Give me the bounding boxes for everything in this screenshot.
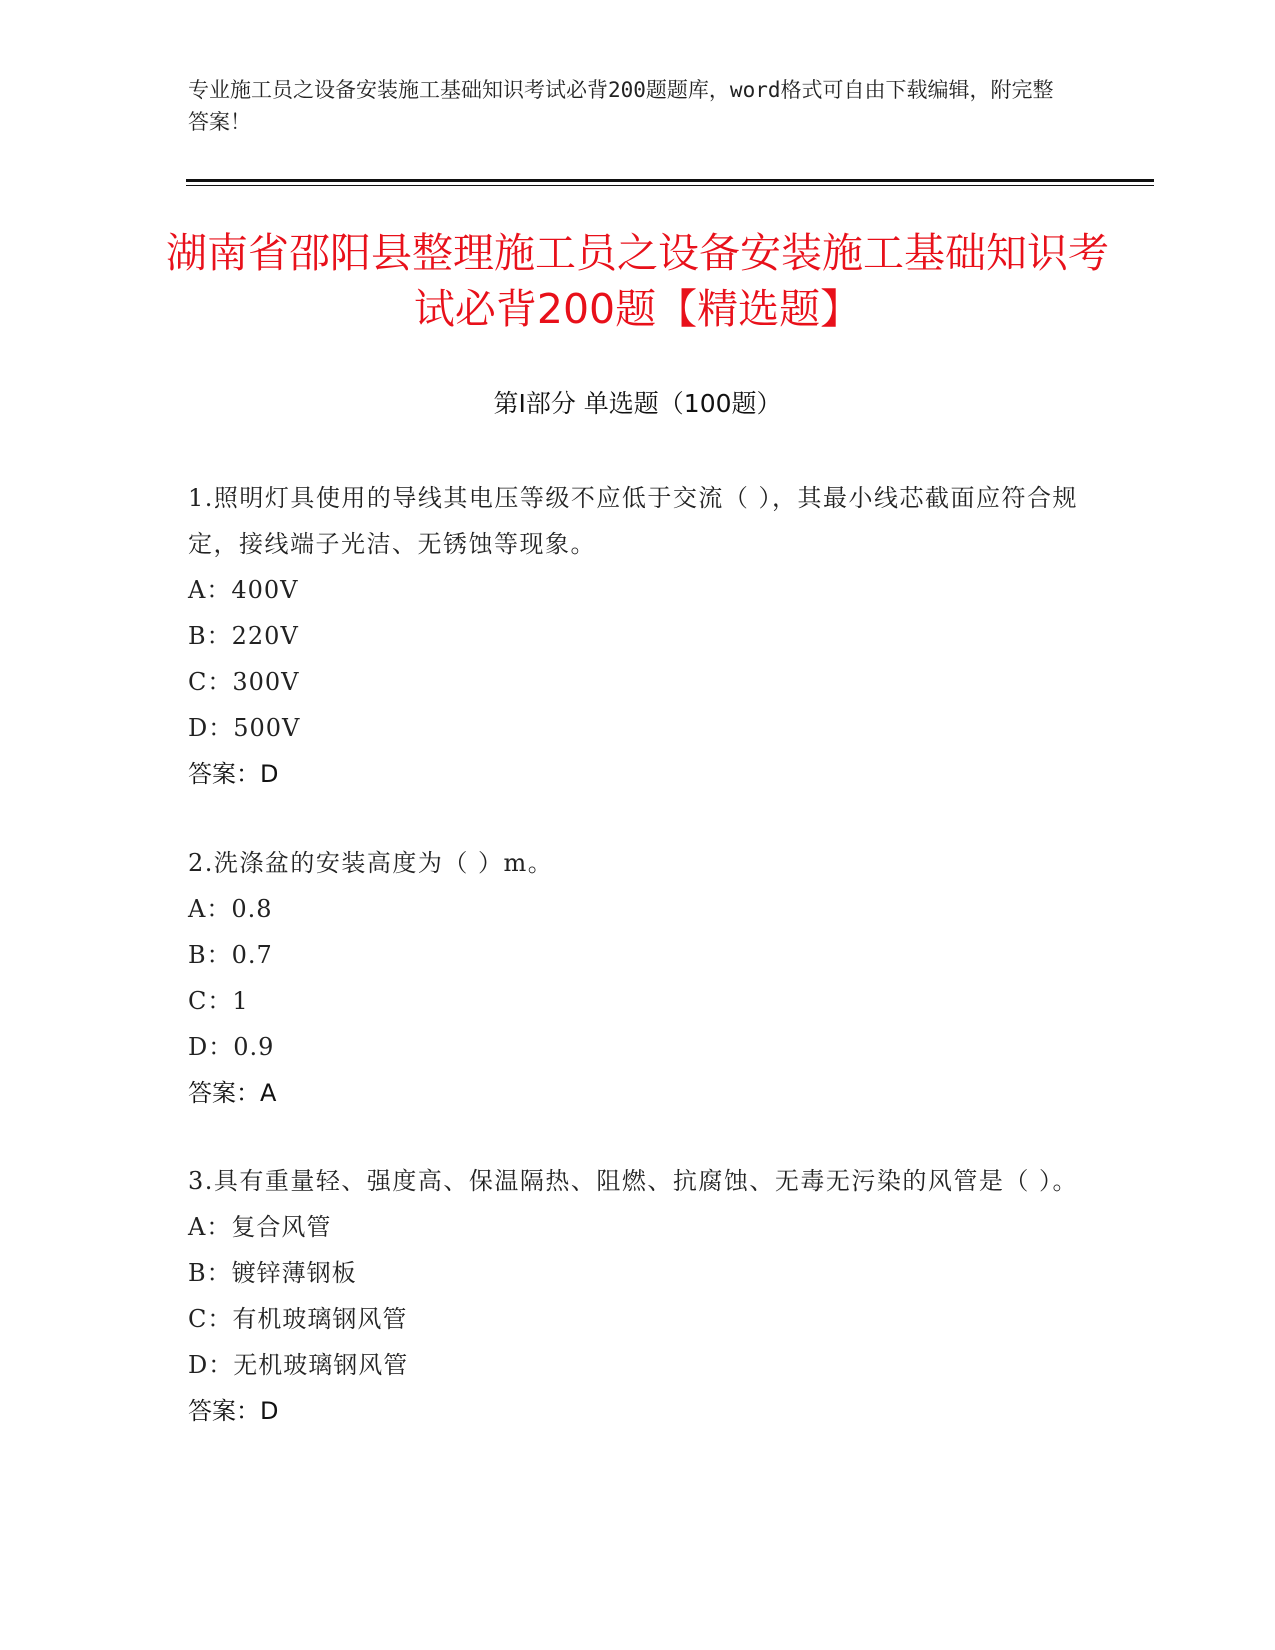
header-divider-thin [186,185,1154,186]
option-c: C：1 [188,987,249,1015]
answer: 答案：A [188,1079,277,1107]
question-3 [188,1158,1088,1434]
question-1 [188,475,1088,797]
question-stem: 1.照明灯具使用的导线其电压等级不应低于交流（ ），其最小线芯截面应符合规定，接线端子光洁、无锈蚀等现象。 [188,484,1079,558]
question-2 [188,840,1088,1116]
header-divider-thick [186,179,1154,182]
option-b: B：220V [188,622,299,650]
option-a: A：复合风管 [188,1213,332,1241]
option-a: A：400V [188,576,299,604]
option-a: A：0.8 [188,895,273,923]
option-d: D：无机玻璃钢风管 [188,1351,409,1379]
section-title: 第Ⅰ部分 单选题（100题） [493,389,782,418]
answer: 答案：D [188,760,279,788]
option-d: D：0.9 [188,1033,275,1061]
option-b: B：0.7 [188,941,273,969]
question-stem: 3.具有重量轻、强度高、保温隔热、阻燃、抗腐蚀、无毒无污染的风管是（ ）。 [188,1167,1079,1195]
option-c: C：300V [188,668,300,696]
answer: 答案：D [188,1397,279,1425]
option-b: B：镀锌薄钢板 [188,1259,357,1287]
option-d: D：500V [188,714,301,742]
document-title: 湖南省邵阳县整理施工员之设备安装施工基础知识考试必背200题【精选题】 [166,229,1109,333]
header-note: 专业施工员之设备安装施工基础知识考试必背200题题库，word格式可自由下载编辑，附完整答案！ [188,78,1054,134]
option-c: C：有机玻璃钢风管 [188,1305,408,1333]
question-stem: 2.洗涤盆的安装高度为（ ）m。 [188,849,554,877]
